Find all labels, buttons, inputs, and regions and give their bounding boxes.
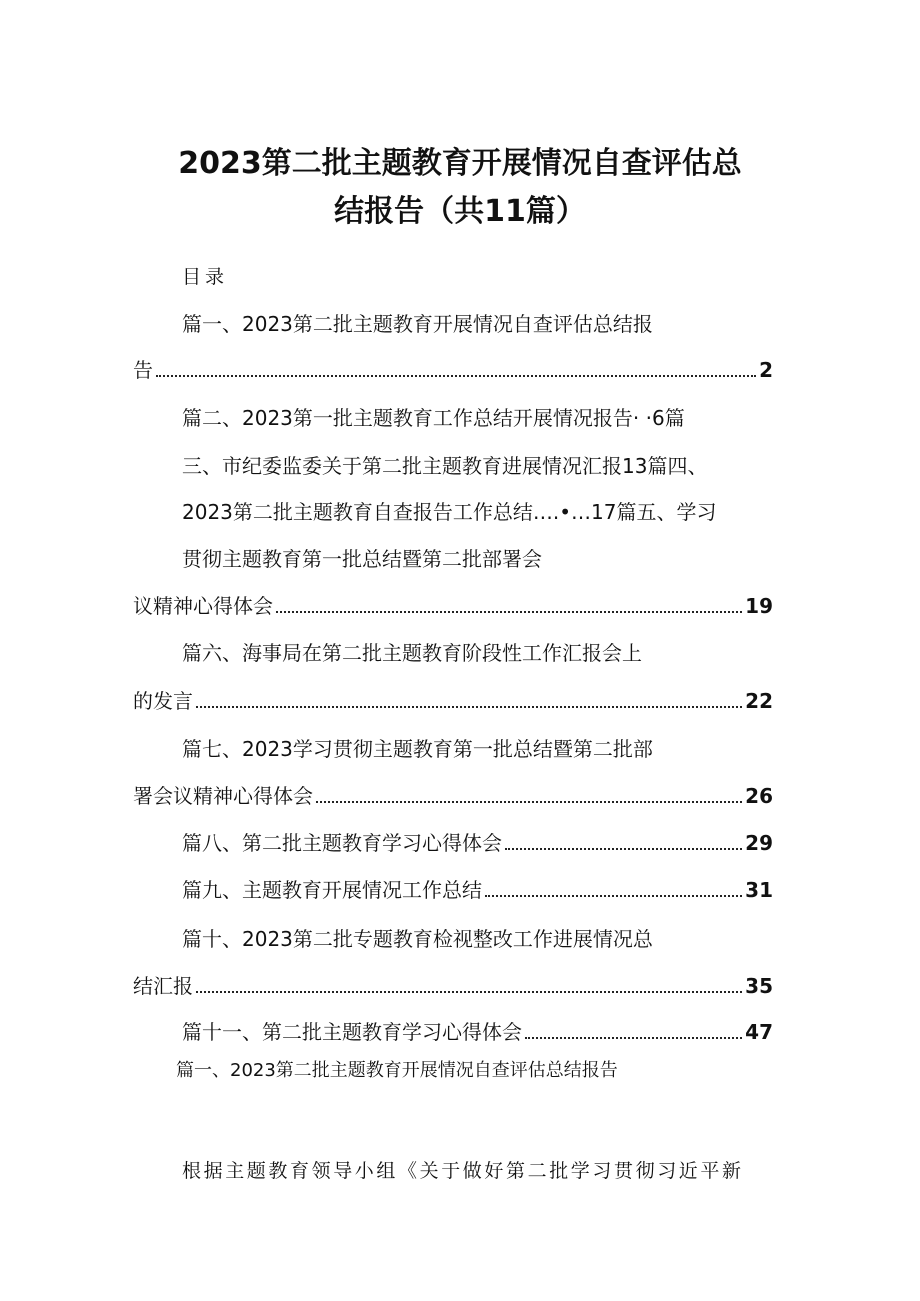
toc-page-number: 19	[745, 594, 773, 618]
dot-leader	[196, 990, 742, 993]
dot-leader	[505, 847, 742, 850]
toc-page-number: 31	[745, 878, 773, 902]
toc-entry-label: 篇八、第二批主题教育学习心得体会	[182, 831, 502, 855]
body-paragraph-line: 根据主题教育领导小组《关于做好第二批学习贯彻习近平新	[182, 1160, 744, 1182]
toc-entry-10-line-2[interactable]	[133, 972, 773, 1000]
dot-leader	[525, 1036, 742, 1039]
toc-entry-label: 告	[133, 358, 153, 382]
toc-entry-10-line-1[interactable]: 篇十、2023第二批专题教育检视整改工作进展情况总	[182, 927, 653, 951]
toc-entry-6-line-1[interactable]: 篇六、海事局在第二批主题教育阶段性工作汇报会上	[182, 641, 642, 665]
dot-leader	[485, 894, 742, 897]
toc-page-number: 35	[745, 974, 773, 998]
toc-entry-5-line-2[interactable]	[133, 592, 773, 620]
toc-entry-4[interactable]: 2023第二批主题教育自查报告工作总结….•…17篇五、学习	[182, 500, 717, 524]
toc-page-number: 26	[745, 784, 773, 808]
toc-entry-3[interactable]: 三、市纪委监委关于第二批主题教育进展情况汇报13篇四、	[182, 454, 708, 478]
toc-entry-label: 结汇报	[133, 974, 193, 998]
dot-leader	[276, 610, 742, 613]
toc-entry-label: 篇十一、第二批主题教育学习心得体会	[182, 1020, 522, 1044]
toc-entry-8[interactable]	[182, 829, 773, 857]
document-title-line-1: 2023第二批主题教育开展情况自查评估总	[178, 146, 742, 181]
toc-page-number: 2	[759, 358, 773, 382]
document-title-line-2: 结报告（共11篇）	[334, 194, 586, 229]
toc-entry-11[interactable]	[182, 1018, 773, 1046]
toc-entry-7-line-2[interactable]	[133, 782, 773, 810]
dot-leader	[156, 374, 756, 377]
toc-entry-6-line-2[interactable]	[133, 687, 773, 715]
toc-entry-2[interactable]: 篇二、2023第一批主题教育工作总结开展情况报告· ·6篇	[182, 406, 685, 430]
toc-entry-1-line-2[interactable]	[133, 356, 773, 384]
toc-entry-9[interactable]	[182, 876, 773, 904]
toc-heading: 目录	[182, 266, 229, 288]
toc-entry-1-line-1[interactable]: 篇一、2023第二批主题教育开展情况自查评估总结报	[182, 312, 653, 336]
toc-page-number: 29	[745, 831, 773, 855]
toc-page-number: 47	[745, 1020, 773, 1044]
toc-entry-label: 议精神心得体会	[133, 594, 273, 618]
toc-entry-label: 的发言	[133, 689, 193, 713]
section-title: 篇一、2023第二批主题教育开展情况自查评估总结报告	[176, 1060, 618, 1081]
dot-leader	[316, 800, 742, 803]
toc-entry-7-line-1[interactable]: 篇七、2023学习贯彻主题教育第一批总结暨第二批部	[182, 737, 653, 761]
toc-page-number: 22	[745, 689, 773, 713]
toc-entry-label: 篇九、主题教育开展情况工作总结	[182, 878, 482, 902]
toc-entry-5-line-1[interactable]: 贯彻主题教育第一批总结暨第二批部署会	[182, 547, 542, 571]
dot-leader	[196, 705, 742, 708]
toc-entry-label: 署会议精神心得体会	[133, 784, 313, 808]
